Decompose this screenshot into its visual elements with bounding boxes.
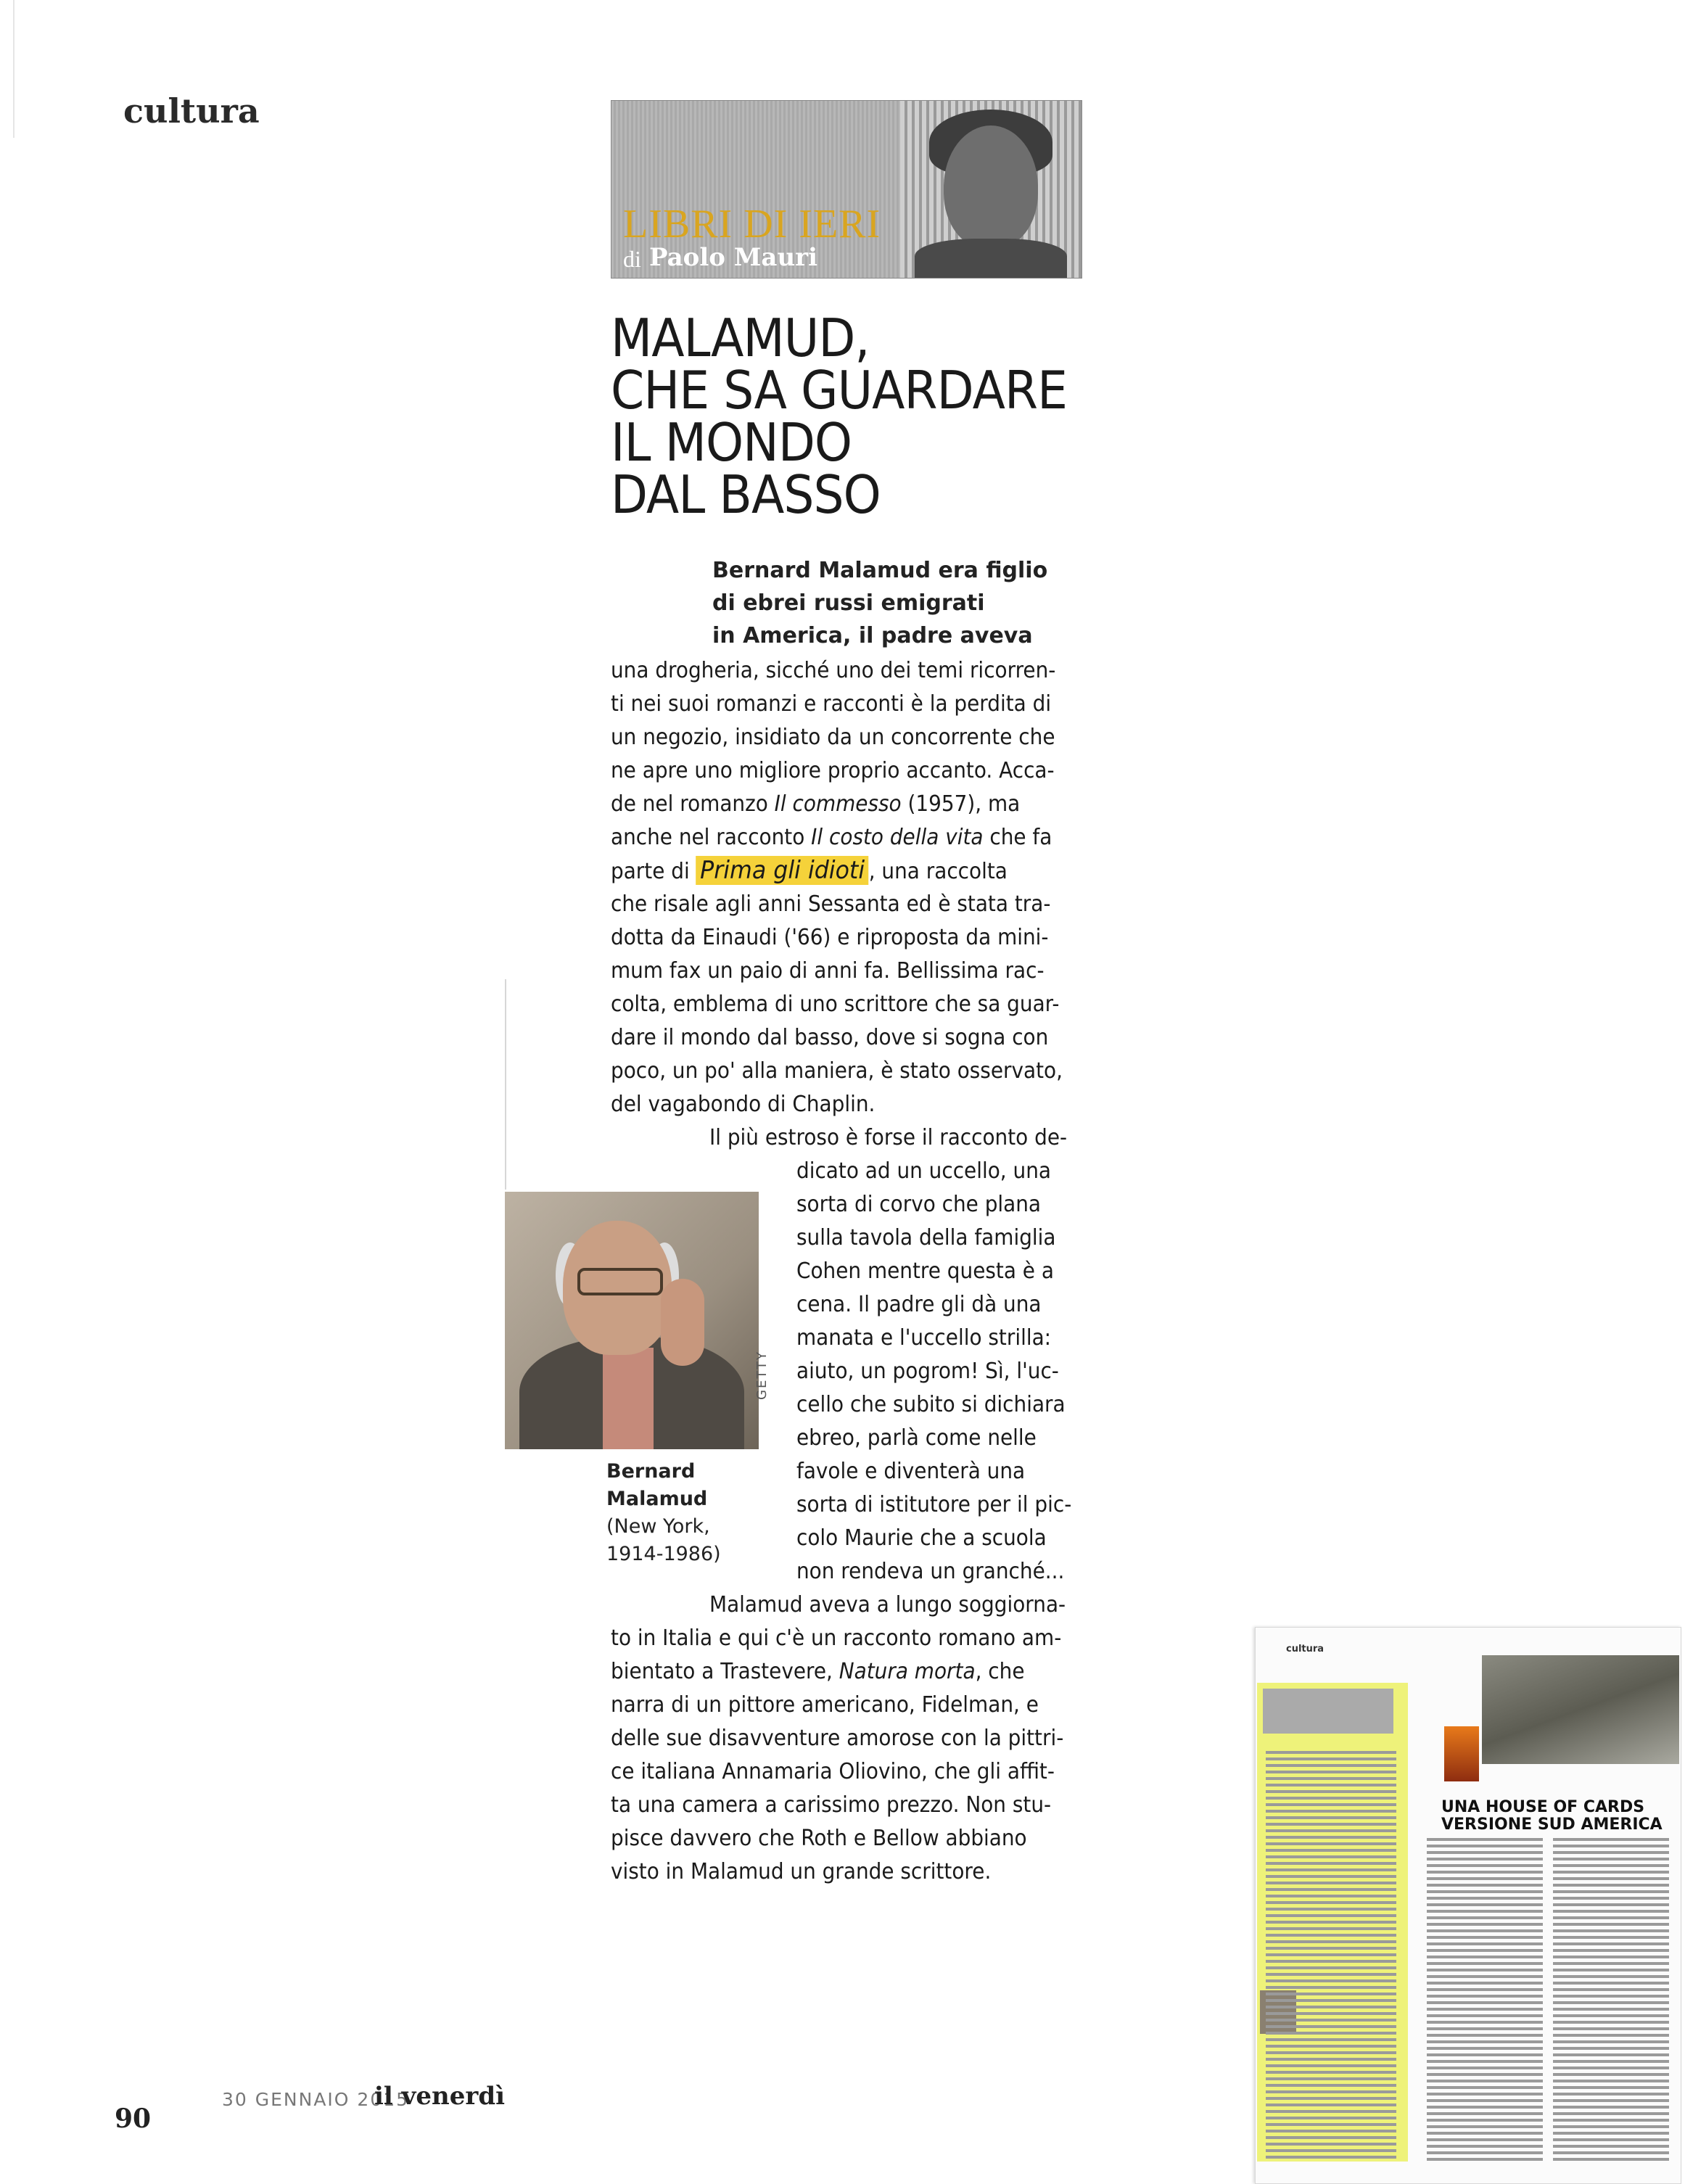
thumb-line [1266,1979,1396,1982]
thumb-line [1427,2027,1543,2030]
thumb-line [1553,1962,1669,1965]
thumb-line [1427,2112,1543,2115]
thumb-line [1427,1897,1543,1900]
thumb-line [1553,2021,1669,2024]
photo-caption [606,1458,751,1568]
thumb-line [1553,1936,1669,1939]
body-line: poco, un po' alla maniera, è stato osservato, [611,1058,1063,1084]
thumb-line [1427,1845,1543,1847]
column-header [611,100,1082,279]
author-portrait [900,101,1082,278]
thumb-line [1553,2093,1669,2096]
body-line: sorta di corvo che plana [796,1192,1042,1217]
thumb-line [1427,2008,1543,2011]
thumb-line [1553,1942,1669,1945]
body-line: del vagabondo di Chaplin. [611,1092,876,1117]
malamud-photo [505,1192,759,1449]
thumb-line [1427,1877,1543,1880]
thumb-line [1266,1810,1396,1813]
thumb-line [1553,1916,1669,1919]
thumb-line [1553,1871,1669,1874]
thumb-line [1266,1914,1396,1917]
column-author-prefix: di [623,246,641,272]
thumb-line [1553,1988,1669,1991]
thumb-line [1266,1908,1396,1911]
body-line: cello che subito si dichiara [796,1392,1066,1417]
thumb-line [1266,1757,1396,1760]
body-line: pisce davvero che Roth e Bellow abbiano [611,1826,1027,1851]
thumb-line [1553,1982,1669,1985]
thumb-line [1266,2103,1396,2106]
body-line: de nel romanzo Il commesso (1957), ma [611,791,1021,817]
thumb-line [1266,1947,1396,1950]
thumb-line [1553,2106,1669,2109]
thumb-line [1427,2034,1543,2037]
thumb-line [1427,2021,1543,2024]
thumb-line [1266,2012,1396,2015]
thumb-line [1266,2123,1396,2126]
body-line: ti nei suoi romanzi e racconti è la perdita di [611,691,1052,717]
thumb-line [1427,2125,1543,2128]
headline-line: CHE SA GUARDARE [611,360,1068,421]
thumb-line [1266,1993,1396,1995]
caption-years: 1914-1986) [606,1543,721,1565]
body-line: bientato a Trastevere, Natura morta, che [611,1659,1025,1684]
thumb-book-cover [1444,1726,1479,1781]
thumb-line [1266,1784,1396,1787]
footer-date: 30 GENNAIO 2015 [222,2089,410,2110]
lead-paragraph [712,554,1089,652]
thumb-line [1553,2008,1669,2011]
thumb-line [1553,2001,1669,2004]
thumb-line [1427,2086,1543,2089]
thumb-line [1553,2060,1669,2063]
thumb-line [1266,2025,1396,2028]
body-line: dare il mondo dal basso, dove si sogna con [611,1025,1049,1050]
magazine-logo: il venerdì [374,2082,506,2111]
body-line: delle sue disavventure amorose con la pittri- [611,1726,1064,1751]
thumb-line [1266,2097,1396,2100]
thumb-line [1553,2119,1669,2122]
thumb-line [1553,2158,1669,2161]
thumb-line [1266,2038,1396,2041]
thumb-line [1553,2138,1669,2141]
thumb-line [1266,2064,1396,2067]
thumb-line [1427,1949,1543,1952]
thumb-line [1266,2077,1396,2080]
thumb-line [1266,1803,1396,1806]
thumb-line [1427,2001,1543,2004]
thumb-line [1553,1929,1669,1932]
thumb-line [1553,2066,1669,2069]
thumb-line [1266,2143,1396,2146]
thumb-line [1553,1890,1669,1893]
thumb-line [1553,2014,1669,2017]
thumb-line [1427,2073,1543,2076]
thumb-line [1266,1797,1396,1800]
column-author: Paolo Mauri [649,243,818,272]
thumb-line [1427,2138,1543,2141]
body-line: dicato ad un uccello, una [796,1158,1051,1184]
thumb-line [1427,1851,1543,1854]
thumb-line [1427,1890,1543,1893]
body-line: parte di Prima gli idioti , una raccolta [611,856,1008,885]
thumb-line [1427,1975,1543,1978]
thumb-line [1553,1877,1669,1880]
thumb-line [1266,2006,1396,2008]
thumb-line [1266,1940,1396,1943]
thumb-line [1266,1862,1396,1865]
body-line: ne apre uno migliore proprio accanto. Acca- [611,758,1055,783]
thumb-photo [1482,1655,1679,1764]
thumb-line [1266,1973,1396,1976]
column-title: LIBRI DI IERI [623,202,881,247]
thumb-line [1266,1882,1396,1884]
thumb-line [1427,1956,1543,1958]
thumb-line [1553,2132,1669,2135]
thumb-line [1553,2151,1669,2154]
thumb-line [1427,2145,1543,2148]
thumb-line [1553,2040,1669,2043]
body-line: mum fax un paio di anni fa. Bellissima rac- [611,958,1045,984]
thumb-line [1427,2060,1543,2063]
thumb-line [1427,2151,1543,2154]
thumb-line [1266,1790,1396,1793]
body-line: Cohen mentre questa è a [796,1258,1054,1284]
thumb-line [1553,1897,1669,1900]
body-line: sorta di istitutore per il pic- [796,1492,1072,1517]
thumb-line [1553,1903,1669,1906]
thumb-line [1427,2119,1543,2122]
thumb-line [1427,2106,1543,2109]
body-line: visto in Malamud un grande scrittore. [611,1859,992,1884]
thumb-line [1427,2132,1543,2135]
thumb-line [1266,1895,1396,1897]
thumb-line [1427,2080,1543,2082]
highlighted-title: Prima gli idioti [696,856,869,885]
thumb-headline: UNA HOUSE OF CARDS VERSIONE SUD AMERICA [1441,1798,1663,1834]
thumb-line [1553,2112,1669,2115]
thumb-line [1266,2156,1396,2159]
thumb-line [1553,1864,1669,1867]
thumb-line [1553,1838,1669,1841]
thumb-line [1427,2053,1543,2056]
thumb-column-header [1263,1689,1393,1734]
thumb-line [1427,1942,1543,1945]
body-line: aiuto, un pogrom! Sì, l'uc- [796,1359,1059,1384]
thumb-line [1553,1851,1669,1854]
thumb-line [1553,2053,1669,2056]
headline-line: MALAMUD, [611,308,870,368]
thumb-line [1266,1842,1396,1845]
caption-place: (New York, [606,1515,710,1538]
body-line: ce italiana Annamaria Oliovino, che gli affit- [611,1759,1055,1784]
thumb-line [1266,1836,1396,1839]
thumb-line [1427,1923,1543,1926]
thumb-line [1553,1969,1669,1971]
headline-line: IL MONDO [611,412,852,473]
thumb-line [1427,1838,1543,1841]
body-line: favole e diventerà una [796,1459,1026,1484]
thumb-line [1553,2080,1669,2082]
thumb-line [1427,1864,1543,1867]
body-line: to in Italia e qui c'è un racconto romano am- [611,1625,1062,1651]
thumb-line [1266,1777,1396,1780]
thumb-line [1266,2084,1396,2087]
thumb-line [1266,1888,1396,1891]
body-line: colta, emblema di uno scrittore che sa guar- [611,992,1060,1017]
thumb-line [1553,1858,1669,1860]
thumb-line [1553,2047,1669,2050]
thumb-line [1266,1868,1396,1871]
caption-name: Malamud [606,1488,708,1510]
thumb-line [1427,1936,1543,1939]
thumb-line [1266,2058,1396,2061]
thumb-line [1553,1910,1669,1913]
page-number: 90 [115,2103,152,2134]
thumb-line [1427,2093,1543,2096]
thumb-line [1266,2071,1396,2074]
lead-line: di ebrei russi emigrati [712,590,985,616]
thumb-line [1266,2045,1396,2048]
thumb-line [1266,1960,1396,1963]
thumb-line [1553,2145,1669,2148]
photo-credit: GETTY [754,1351,770,1400]
thumb-line [1266,1849,1396,1852]
thumb-line [1266,1934,1396,1937]
body-line: non rendeva un granché... [796,1559,1065,1584]
thumb-line [1266,1875,1396,1878]
thumb-line [1553,1884,1669,1887]
thumb-line [1427,2047,1543,2050]
thumb-line [1266,1986,1396,1989]
headline-line: DAL BASSO [611,464,881,525]
thumb-line [1427,2014,1543,2017]
body-line: Il più estroso è forse il racconto de- [709,1125,1068,1150]
thumb-line [1427,1969,1543,1971]
thumb-line [1553,1923,1669,1926]
thumb-line [1427,1988,1543,1991]
thumb-line [1427,1903,1543,1906]
thumb-line [1266,1927,1396,1930]
body-line: un negozio, insidiato da un concorrente che [611,725,1055,750]
body-line: che risale agli anni Sessanta ed è stata tra- [611,891,1051,917]
body-line: manata e l'uccello strilla: [796,1325,1052,1351]
thumb-line [1553,1949,1669,1952]
thumb-line [1266,1901,1396,1904]
body-line: anche nel racconto Il costo della vita che fa [611,825,1052,850]
body-line: cena. Il padre gli dà una [796,1292,1042,1317]
lead-line: Bernard Malamud era figlio [712,558,1048,583]
thumb-line [1427,2066,1543,2069]
thumb-line [1266,1823,1396,1826]
thumb-line [1266,2032,1396,2035]
thumb-line [1553,2073,1669,2076]
body-line: sulla tavola della famiglia [796,1225,1056,1250]
thumb-line [1553,1975,1669,1978]
body-line: Malamud aveva a lungo soggiorna- [709,1592,1066,1618]
thumb-line [1553,1995,1669,1998]
thumb-line [1427,2040,1543,2043]
thumb-line [1427,1995,1543,1998]
body-line: colo Maurie che a scuola [796,1525,1047,1551]
thumb-line [1266,2117,1396,2119]
thumb-line [1427,2099,1543,2102]
body-line: narra di un pittore americano, Fidelman, e [611,1692,1039,1718]
thumb-line [1427,1871,1543,1874]
thumb-line [1266,2136,1396,2139]
thumb-line [1266,1999,1396,2002]
thumb-line [1553,2086,1669,2089]
thumb-line [1427,1962,1543,1965]
lead-line: in America, il padre aveva [712,623,1033,648]
photo-border [505,979,506,1190]
thumb-line [1266,1816,1396,1819]
thumb-line [1427,1929,1543,1932]
thumb-line [1266,1966,1396,1969]
thumb-line [1266,1829,1396,1832]
thumb-line [1266,1751,1396,1754]
thumb-line [1266,1921,1396,1924]
thumb-line [1427,1858,1543,1860]
thumb-line [1266,2019,1396,2022]
thumb-line [1266,1771,1396,1773]
thumb-line [1266,2110,1396,2113]
thumb-line [1553,2099,1669,2102]
body-line: dotta da Einaudi ('66) e riproposta da mini- [611,925,1049,950]
thumb-line [1427,1884,1543,1887]
thumb-line [1266,1764,1396,1767]
body-line: ebreo, parlà come nelle [796,1425,1037,1451]
thumb-line [1427,1982,1543,1985]
thumb-line [1266,2130,1396,2133]
thumb-line [1553,2027,1669,2030]
thumb-line [1553,1845,1669,1847]
thumb-line [1427,2158,1543,2161]
margin-mark [13,0,15,138]
body-line: ta una camera a carissimo prezzo. Non stu- [611,1792,1052,1818]
thumb-line [1427,1916,1543,1919]
spread-thumbnail [1255,1627,1681,2184]
caption-name: Bernard [606,1460,696,1483]
headline [611,308,1078,525]
thumb-line [1553,1956,1669,1958]
thumb-line [1427,1910,1543,1913]
thumb-line [1266,1953,1396,1956]
thumb-line [1266,2051,1396,2054]
thumb-line [1266,1855,1396,1858]
body-line: una drogheria, sicché uno dei temi ricorren- [611,658,1056,683]
thumb-section: cultura [1286,1644,1324,1655]
thumb-line [1266,2149,1396,2152]
thumb-line [1266,2090,1396,2093]
thumb-line [1553,2125,1669,2128]
section-label: cultura [123,91,260,131]
thumb-line [1553,2034,1669,2037]
